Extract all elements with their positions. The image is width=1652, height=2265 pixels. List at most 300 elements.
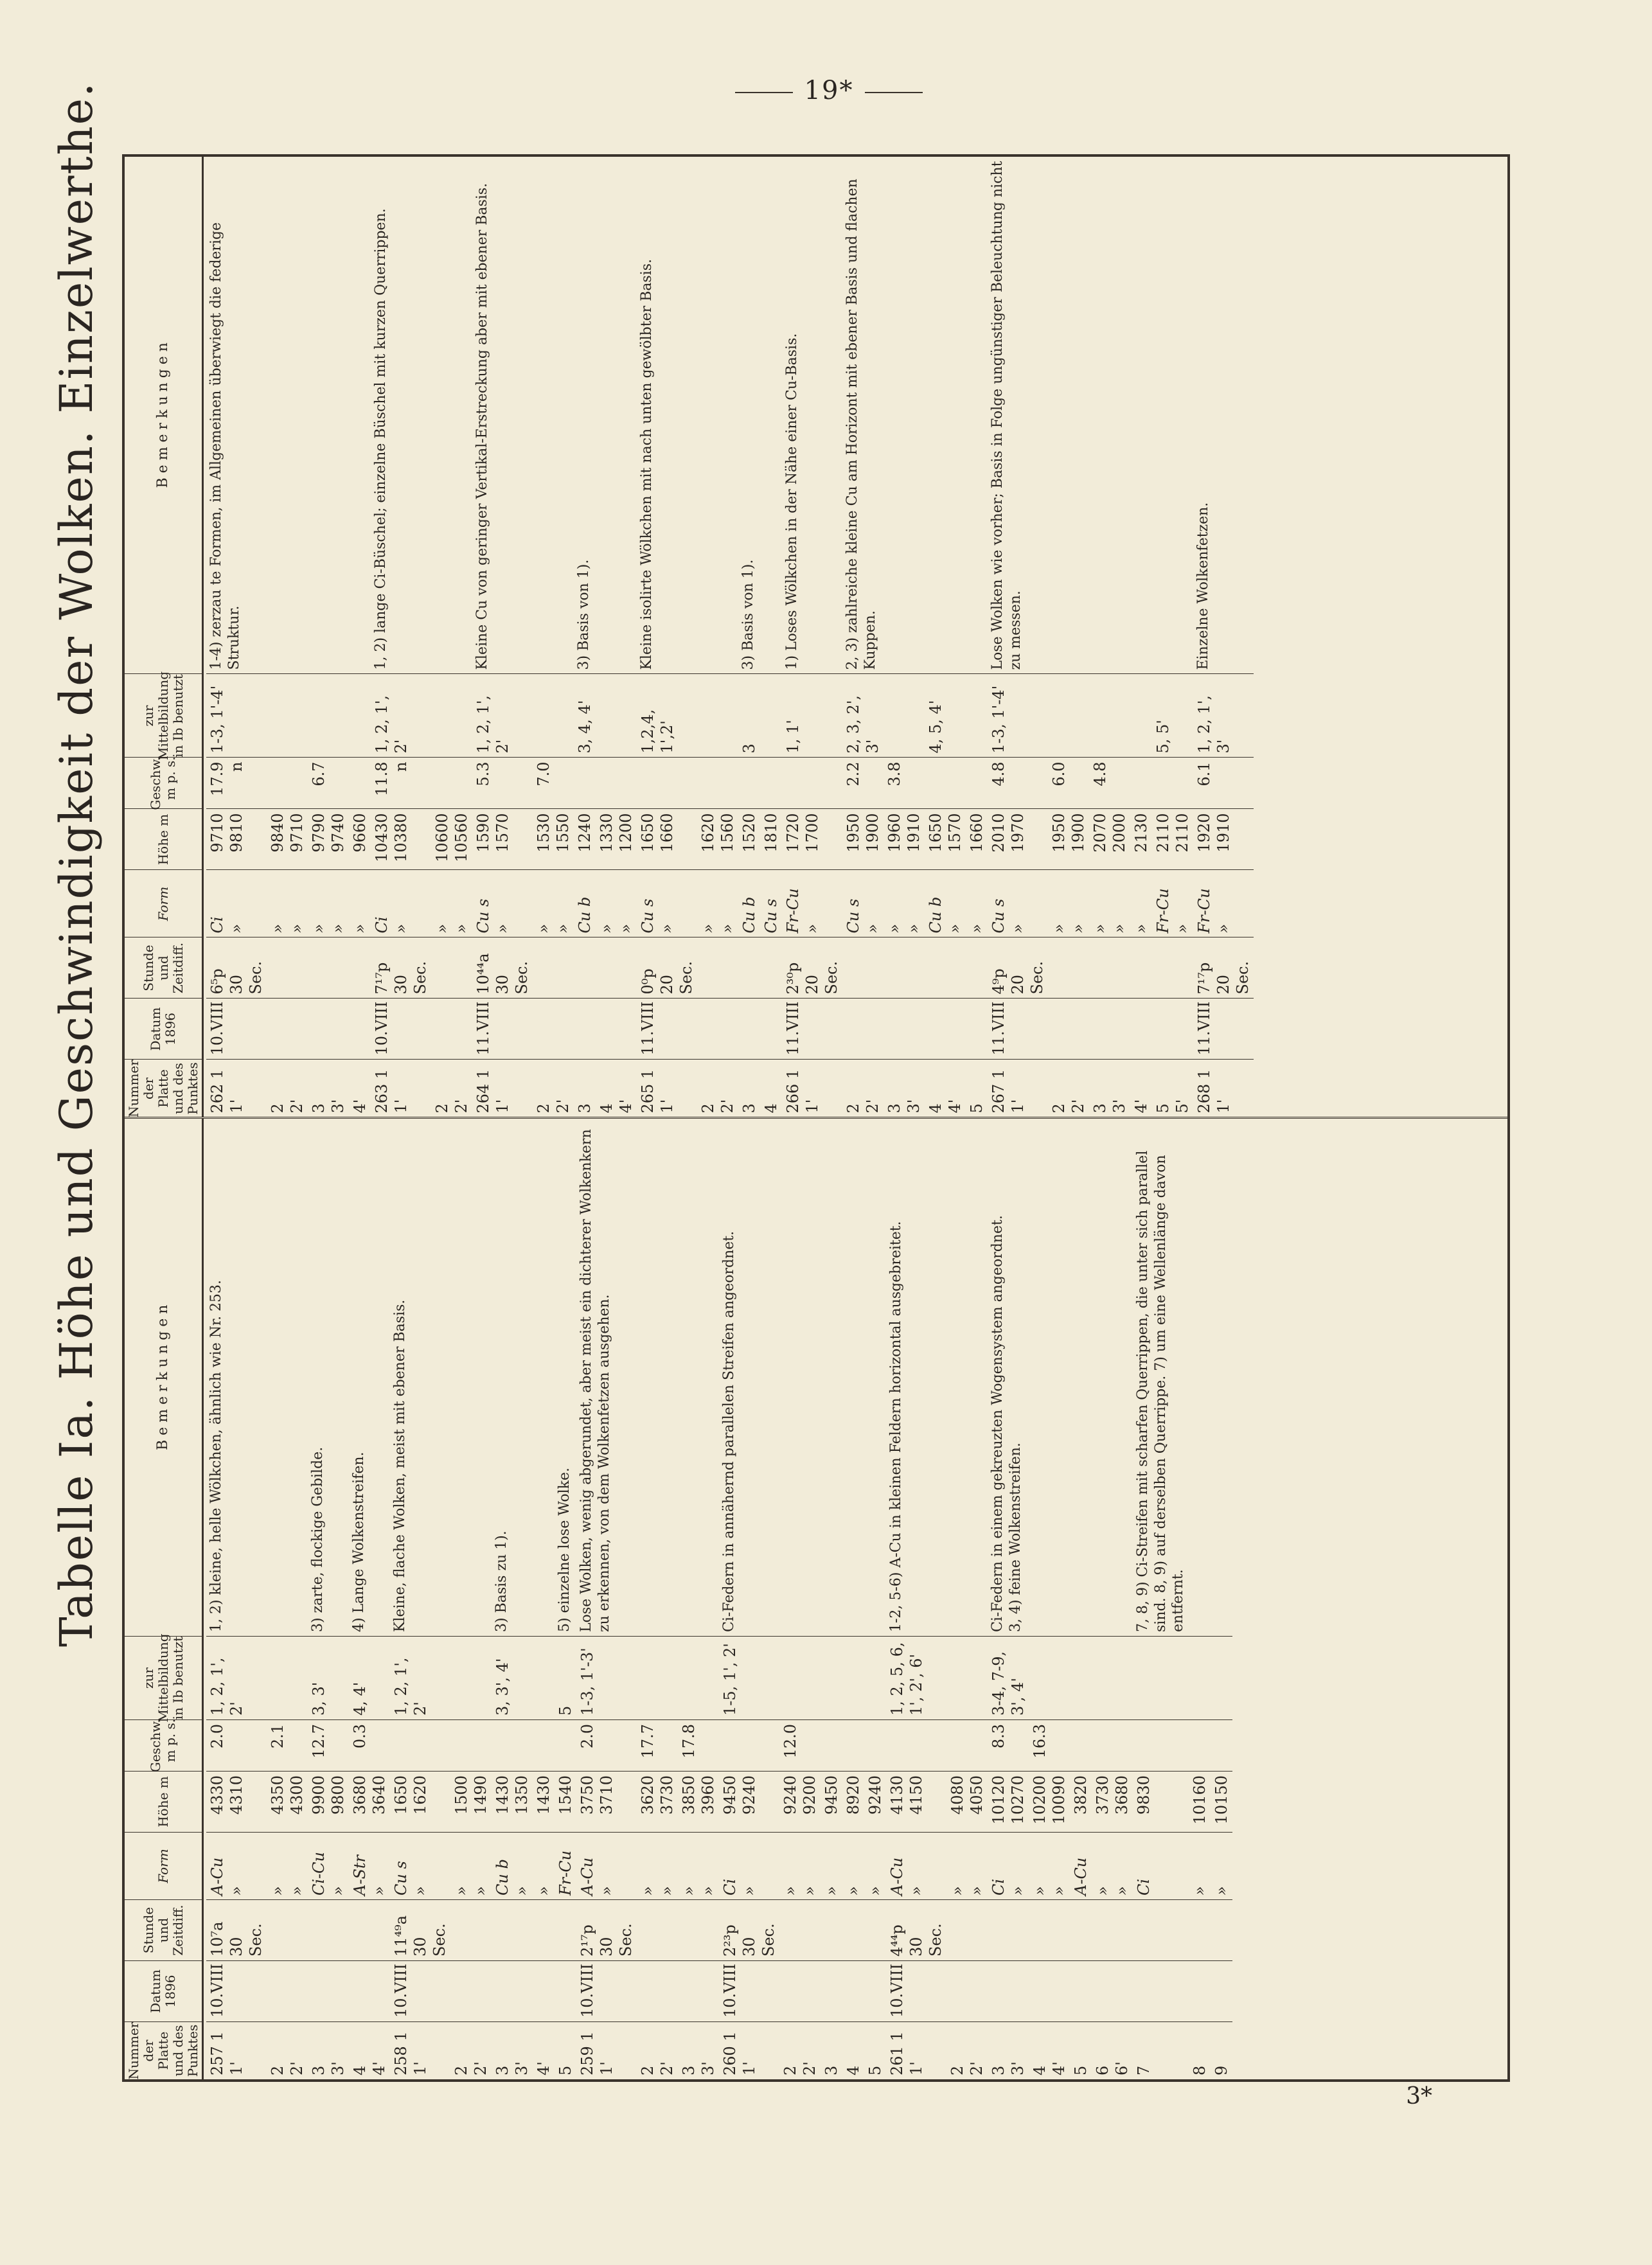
cell-height: 10160 xyxy=(1189,1771,1211,1832)
table-row xyxy=(533,157,574,1117)
table-row xyxy=(308,157,349,1117)
cell-height: 1590 1570 xyxy=(472,809,533,870)
cell-height: 1810 xyxy=(760,809,782,870)
cell-height: 1330 1200 xyxy=(596,809,637,870)
cell-time xyxy=(697,937,738,999)
cell-form: A-Cu » xyxy=(206,1832,267,1899)
cell-nr: 2 2' xyxy=(450,2021,492,2079)
cell-used xyxy=(1092,1636,1133,1719)
cell-form: » xyxy=(864,1832,886,1899)
cell-height: 1660 xyxy=(966,809,988,870)
cell-time xyxy=(821,1899,842,1960)
cell-speed: 4.8 xyxy=(1089,758,1130,809)
header-date: Datum 1896 xyxy=(125,1960,202,2021)
cell-form: » » xyxy=(533,870,574,937)
cell-date: 11.VIII xyxy=(1193,999,1254,1060)
cell-nr: 3 xyxy=(821,2021,842,2079)
header-height: Höhe m xyxy=(125,809,202,870)
cell-height: 9830 xyxy=(1133,1771,1189,1832)
cell-rem xyxy=(1152,157,1193,674)
cell-date xyxy=(533,999,574,1060)
table-row xyxy=(1029,1119,1070,2080)
cell-time xyxy=(946,1899,988,1960)
cell-height: 2070 2000 xyxy=(1089,809,1130,870)
table-row xyxy=(697,157,738,1117)
cell-date xyxy=(492,1960,533,2021)
cell-time xyxy=(779,1899,821,1960)
cell-rem: 4) Lange Wolkenstreifen. xyxy=(351,1452,367,1632)
cell-used xyxy=(760,674,782,758)
table-row xyxy=(1193,157,1254,1117)
cell-date xyxy=(267,1960,308,2021)
cell-rem: 1-2, 5-6) A-Cu in kleinen Feldern horizontal ausgebreitet. xyxy=(888,1221,904,1632)
cell-nr: 6 6' xyxy=(1092,2021,1133,2079)
cell-form: » » xyxy=(1029,1832,1070,1899)
header-used: zur Mittelbildung in Ib benutzt xyxy=(125,1636,202,1719)
cell-date: 11.VIII xyxy=(637,999,697,1060)
cell-time xyxy=(1130,937,1152,999)
cell-height: 1430 xyxy=(533,1771,555,1832)
cell-form: Ci-Cu » xyxy=(308,1832,349,1899)
cell-used: 4, 5, 4' xyxy=(925,674,966,758)
cell-nr: 268 1 1' xyxy=(1193,1060,1254,1117)
cell-time xyxy=(842,937,884,999)
cell-time xyxy=(267,1899,308,1960)
cell-form: » xyxy=(533,1832,555,1899)
cell-form: » » xyxy=(637,1832,678,1899)
table-row xyxy=(267,1119,308,2080)
rule-right xyxy=(865,92,923,93)
table-row xyxy=(779,1119,821,2080)
cell-nr: 267 1 1' xyxy=(988,1060,1048,1117)
cell-nr: 3 xyxy=(738,1060,760,1117)
cell-time xyxy=(1152,937,1193,999)
table-row xyxy=(349,157,371,1117)
cell-date xyxy=(842,1960,864,2021)
cell-form: Cu s » xyxy=(842,870,884,937)
cell-form: » » xyxy=(779,1832,821,1899)
cell-speed xyxy=(946,1719,988,1771)
cell-height: 1950 1900 xyxy=(842,809,884,870)
cell-time xyxy=(308,937,349,999)
cell-date xyxy=(1189,1960,1211,2021)
cell-form: » » xyxy=(267,870,308,937)
cell-nr: 4 4' xyxy=(1029,2021,1070,2079)
cell-rem xyxy=(533,157,574,674)
cell-speed xyxy=(1092,1719,1133,1771)
cell-date: 10.VIII xyxy=(206,1960,267,2021)
table-right-half xyxy=(125,157,1507,1117)
cell-date xyxy=(884,999,925,1060)
table-row xyxy=(206,157,267,1117)
cell-nr: 257 1 1' xyxy=(206,2021,267,2079)
cell-used: 1, 2, 1', 2' xyxy=(371,674,431,758)
cell-used: 3, 3', 4' xyxy=(492,1636,533,1719)
table-row xyxy=(678,1119,719,2080)
cell-speed xyxy=(719,1719,779,1771)
cell-time xyxy=(1048,937,1089,999)
cell-date: 10.VIII xyxy=(206,999,267,1060)
cell-date xyxy=(1029,1960,1070,2021)
cell-used: 1, 2, 1', 2' xyxy=(206,1636,267,1719)
cell-height: 3820 xyxy=(1070,1771,1092,1832)
cell-nr: 3 3' xyxy=(1089,1060,1130,1117)
table-row xyxy=(390,1119,450,2080)
cell-speed xyxy=(760,758,782,809)
cell-speed xyxy=(842,1719,864,1771)
table-row xyxy=(1092,1119,1133,2080)
cell-rem: 2, 3) zahlreiche kleine Cu am Horizont mit ebener Basis und flachen Kuppen. xyxy=(844,179,878,670)
cell-speed xyxy=(738,758,760,809)
cell-speed xyxy=(1133,1719,1189,1771)
cell-height: 3750 3710 xyxy=(576,1771,637,1832)
header-speed: Geschw. m p. s. xyxy=(125,1719,202,1771)
cell-height: 1430 1350 xyxy=(492,1771,533,1832)
table-row xyxy=(884,157,925,1117)
cell-form: Cu b » xyxy=(492,1832,533,1899)
header-form: Form xyxy=(125,870,202,937)
cell-height: 4330 4310 xyxy=(206,1771,267,1832)
cell-time xyxy=(1089,937,1130,999)
table-row xyxy=(371,157,431,1117)
cell-rem xyxy=(1092,1119,1133,1637)
table-row xyxy=(966,157,988,1117)
cell-time xyxy=(450,1899,492,1960)
table-row xyxy=(574,157,596,1117)
table-row xyxy=(1089,157,1130,1117)
cell-speed xyxy=(637,758,697,809)
cell-time: 10⁴⁴a 30 Sec. xyxy=(472,937,533,999)
cell-form: » » xyxy=(946,1832,988,1899)
cell-nr: 265 1 1' xyxy=(637,1060,697,1117)
table-row xyxy=(533,1119,555,2080)
cell-form: Cu b » xyxy=(925,870,966,937)
cell-nr: 5 xyxy=(966,1060,988,1117)
cell-nr: 5 xyxy=(555,2021,576,2079)
cell-speed: 5.3 xyxy=(472,758,533,809)
cell-used xyxy=(1189,1636,1211,1719)
cell-form: » xyxy=(966,870,988,937)
cell-date xyxy=(1211,1960,1232,2021)
cell-height: 1950 1900 xyxy=(1048,809,1089,870)
cell-nr: 259 1 1' xyxy=(576,2021,637,2079)
cell-time xyxy=(431,937,472,999)
cell-nr: 263 1 1' xyxy=(371,1060,431,1117)
cell-used: 3 xyxy=(738,674,760,758)
cell-height: 8920 xyxy=(842,1771,864,1832)
cell-height: 2010 1970 xyxy=(988,809,1048,870)
cell-form: Cu s » xyxy=(390,1832,450,1899)
cell-form: Cu s xyxy=(760,870,782,937)
cell-rem xyxy=(1130,157,1152,674)
cell-rem: Kleine isolirte Wölkchen mit nach unten gewölbter Basis. xyxy=(639,258,655,670)
cell-used: 1, 2, 1', 2' xyxy=(390,1636,450,1719)
cell-height: 10600 10560 xyxy=(431,809,472,870)
cell-rem xyxy=(842,1119,864,1637)
table-row xyxy=(886,1119,946,2080)
cell-form: » xyxy=(842,1832,864,1899)
cell-time: 6⁵p 30 Sec. xyxy=(206,937,267,999)
cell-used: 3, 4, 4' xyxy=(574,674,596,758)
cell-rem xyxy=(925,157,966,674)
cell-form: » » xyxy=(267,1832,308,1899)
cell-form: Cu s » xyxy=(637,870,697,937)
cell-used xyxy=(1133,1636,1189,1719)
cell-speed: 7.0 xyxy=(533,758,574,809)
cell-used xyxy=(1089,674,1130,758)
cell-date xyxy=(821,1960,842,2021)
cell-speed xyxy=(390,1719,450,1771)
cell-date xyxy=(431,999,472,1060)
cell-time: 2¹⁷p 30 Sec. xyxy=(576,1899,637,1960)
cell-date: 10.VIII xyxy=(390,1960,450,2021)
cell-nr: 4' xyxy=(349,1060,371,1117)
cell-speed: 6.1 xyxy=(1193,758,1254,809)
table-row xyxy=(492,1119,533,2080)
cell-height: 9710 9810 xyxy=(206,809,267,870)
table-row xyxy=(349,1119,390,2080)
cell-height: 9840 9710 xyxy=(267,809,308,870)
cell-used: 1-3, 1'-3' xyxy=(576,1636,637,1719)
cell-rem xyxy=(946,1119,988,1637)
cell-nr: 3 3' xyxy=(988,2021,1029,2079)
cell-height: 2110 2110 xyxy=(1152,809,1193,870)
cell-speed: 0.3 xyxy=(349,1719,390,1771)
cell-rem: 3) Basis von 1). xyxy=(740,559,756,670)
cell-form: A-Cu » xyxy=(886,1832,946,1899)
cell-form: » xyxy=(1130,870,1152,937)
cell-form: A-Cu » xyxy=(576,1832,637,1899)
cell-rem xyxy=(1189,1119,1211,1637)
cell-height: 1720 1700 xyxy=(782,809,842,870)
cell-speed xyxy=(431,758,472,809)
table-left-half xyxy=(125,1117,1507,2080)
cell-time xyxy=(760,937,782,999)
header-time: Stunde und Zeitdiff. xyxy=(125,1899,202,1960)
cell-time xyxy=(1211,1899,1232,1960)
cell-used xyxy=(1070,1636,1092,1719)
cell-form: Ci » xyxy=(988,1832,1029,1899)
table-row xyxy=(719,1119,779,2080)
cell-height: 9450 xyxy=(821,1771,842,1832)
cell-height: 4350 4300 xyxy=(267,1771,308,1832)
cell-time: 2³⁰p 20 Sec. xyxy=(782,937,842,999)
cell-form: » » xyxy=(1048,870,1089,937)
cell-form: » » xyxy=(1089,870,1130,937)
cell-time: 4⁹p 20 Sec. xyxy=(988,937,1048,999)
cell-form: Fr-Cu » xyxy=(782,870,842,937)
cell-used: 1-3, 1'-4' xyxy=(206,674,267,758)
cell-speed xyxy=(697,758,738,809)
cell-form: Cu b xyxy=(574,870,596,937)
cell-form: » xyxy=(1189,1832,1211,1899)
cell-date: 10.VIII xyxy=(371,999,431,1060)
cell-date xyxy=(842,999,884,1060)
table-row xyxy=(842,157,884,1117)
cell-date xyxy=(946,1960,988,2021)
table-row xyxy=(637,157,697,1117)
cell-date xyxy=(779,1960,821,2021)
cell-form: » » xyxy=(697,870,738,937)
cell-used: 2, 3, 2', 3' xyxy=(842,674,884,758)
cell-time xyxy=(988,1899,1029,1960)
header-remarks: B e m e r k u n g e n xyxy=(155,342,172,488)
cell-form: A-Cu xyxy=(1070,1832,1092,1899)
cell-time: 7¹⁷p 30 Sec. xyxy=(371,937,431,999)
cell-speed: 12.7 xyxy=(308,1719,349,1771)
cell-used: 3-4, 7-9, 3', 4' xyxy=(988,1636,1029,1719)
cell-used xyxy=(678,1636,719,1719)
cell-time xyxy=(308,1899,349,1960)
cell-date xyxy=(574,999,596,1060)
cell-speed: 11.8 n xyxy=(371,758,431,809)
cell-time xyxy=(555,1899,576,1960)
rule-left xyxy=(735,92,793,93)
cell-used xyxy=(431,674,472,758)
cell-speed xyxy=(1070,1719,1092,1771)
cell-used xyxy=(884,674,925,758)
cell-rem xyxy=(1029,1119,1070,1637)
cell-date xyxy=(267,999,308,1060)
cell-date xyxy=(1152,999,1193,1060)
cell-rem xyxy=(678,1119,719,1637)
cell-used xyxy=(308,674,349,758)
table-row xyxy=(637,1119,678,2080)
cell-used xyxy=(267,1636,308,1719)
cell-form: Cu s » xyxy=(472,870,533,937)
table-row xyxy=(431,157,472,1117)
cell-date: 10.VIII xyxy=(886,1960,946,2021)
cell-height: 4130 4150 xyxy=(886,1771,946,1832)
table-body-left xyxy=(204,1119,1507,2080)
cell-used xyxy=(1048,674,1089,758)
cell-nr: 264 1 1' xyxy=(472,1060,533,1117)
cell-rem xyxy=(308,157,349,674)
cell-used: 3, 3' xyxy=(308,1636,349,1719)
cell-form: Fr-Cu xyxy=(555,1832,576,1899)
table-row xyxy=(946,1119,988,2080)
cell-time xyxy=(349,1899,390,1960)
header-nr: Nummer der Platte und des Punktes xyxy=(125,2021,202,2079)
cell-rem xyxy=(533,1119,555,1637)
cell-used xyxy=(267,674,308,758)
cell-time xyxy=(1029,1899,1070,1960)
table-row xyxy=(760,157,782,1117)
cell-time xyxy=(738,937,760,999)
cell-date: 10.VIII xyxy=(576,1960,637,2021)
cell-speed xyxy=(267,758,308,809)
cell-used: 1, 2, 5, 6, 1', 2', 6' xyxy=(886,1636,946,1719)
footer-mark: 3* xyxy=(1406,2083,1432,2110)
cell-form: » xyxy=(349,870,371,937)
cell-speed xyxy=(1152,758,1193,809)
cell-speed xyxy=(782,758,842,809)
cell-rem xyxy=(1048,157,1089,674)
table-row xyxy=(1048,157,1089,1117)
cell-date: 11.VIII xyxy=(472,999,533,1060)
cell-height: 10430 10380 xyxy=(371,809,431,870)
cell-used: 4, 4' xyxy=(349,1636,390,1719)
cell-height: 1920 1910 xyxy=(1193,809,1254,870)
cell-used xyxy=(1211,1636,1232,1719)
cell-nr: 2 2' xyxy=(779,2021,821,2079)
cell-nr: 3 xyxy=(574,1060,596,1117)
cell-rem: 1, 2) lange Ci-Büschel; einzelne Büschel mit kurzen Querrippen. xyxy=(373,208,389,670)
cell-form: » xyxy=(821,1832,842,1899)
cell-rem xyxy=(450,1119,492,1637)
cell-form: » » xyxy=(596,870,637,937)
cell-rem xyxy=(1211,1119,1232,1637)
cell-nr: 7 xyxy=(1133,2021,1189,2079)
cell-speed xyxy=(821,1719,842,1771)
cell-speed: 8.3 xyxy=(988,1719,1029,1771)
cell-used xyxy=(450,1636,492,1719)
cell-rem xyxy=(596,157,637,674)
table-row xyxy=(1152,157,1193,1117)
cell-height: 1240 xyxy=(574,809,596,870)
cell-date xyxy=(760,999,782,1060)
cell-date xyxy=(596,999,637,1060)
cell-form: Cu b xyxy=(738,870,760,937)
cell-time: 7¹⁷p 20 Sec. xyxy=(1193,937,1254,999)
cell-nr: 2 2' xyxy=(267,2021,308,2079)
cell-nr: 2 2' xyxy=(431,1060,472,1117)
cell-used xyxy=(596,674,637,758)
cell-speed xyxy=(574,758,596,809)
cell-nr: 258 1 1' xyxy=(390,2021,450,2079)
cell-rem xyxy=(637,1119,678,1637)
cell-time: 11⁴⁹a 30 Sec. xyxy=(390,1899,450,1960)
table-row xyxy=(267,157,308,1117)
cell-used xyxy=(533,674,574,758)
cell-date xyxy=(1092,1960,1133,2021)
cell-speed: 2.2 xyxy=(842,758,884,809)
cell-nr: 266 1 1' xyxy=(782,1060,842,1117)
cell-time xyxy=(1092,1899,1133,1960)
cell-time xyxy=(1070,1899,1092,1960)
cell-date: 11.VIII xyxy=(988,999,1048,1060)
cell-speed: 4.8 xyxy=(988,758,1048,809)
cell-date xyxy=(738,999,760,1060)
page-number-text: 19* xyxy=(804,76,854,105)
cell-speed: 17.8 xyxy=(678,1719,719,1771)
cell-date xyxy=(1070,1960,1092,2021)
cell-height: 1650 1620 xyxy=(390,1771,450,1832)
table-row xyxy=(864,1119,886,2080)
cell-nr: 8 xyxy=(1189,2021,1211,2079)
cell-rem xyxy=(349,157,371,674)
cell-rem: 5) einzelne lose Wolke. xyxy=(556,1468,573,1632)
cell-used: 1-5, 1', 2' xyxy=(719,1636,779,1719)
cell-rem: 3) zarte, flockige Gebilde. xyxy=(310,1446,326,1632)
cell-time xyxy=(1133,1899,1189,1960)
table-title: Tabelle Ia. Höhe und Geschwindigkeit der Wolken. Einzelwerthe. xyxy=(50,81,103,1647)
cell-speed xyxy=(349,758,371,809)
cell-used xyxy=(533,1636,555,1719)
cell-form: » xyxy=(1211,1832,1232,1899)
cell-time: 0⁰p 20 Sec. xyxy=(637,937,697,999)
cell-date: 10.VIII xyxy=(719,1960,779,2021)
cell-height: 9660 xyxy=(349,809,371,870)
cell-date xyxy=(349,1960,390,2021)
cell-form: Ci xyxy=(1133,1832,1189,1899)
table-row xyxy=(821,1119,842,2080)
cell-height: 3620 3730 xyxy=(637,1771,678,1832)
cell-speed xyxy=(450,1719,492,1771)
cell-rem xyxy=(697,157,738,674)
table-row xyxy=(988,157,1048,1117)
cell-form: » » xyxy=(1092,1832,1133,1899)
